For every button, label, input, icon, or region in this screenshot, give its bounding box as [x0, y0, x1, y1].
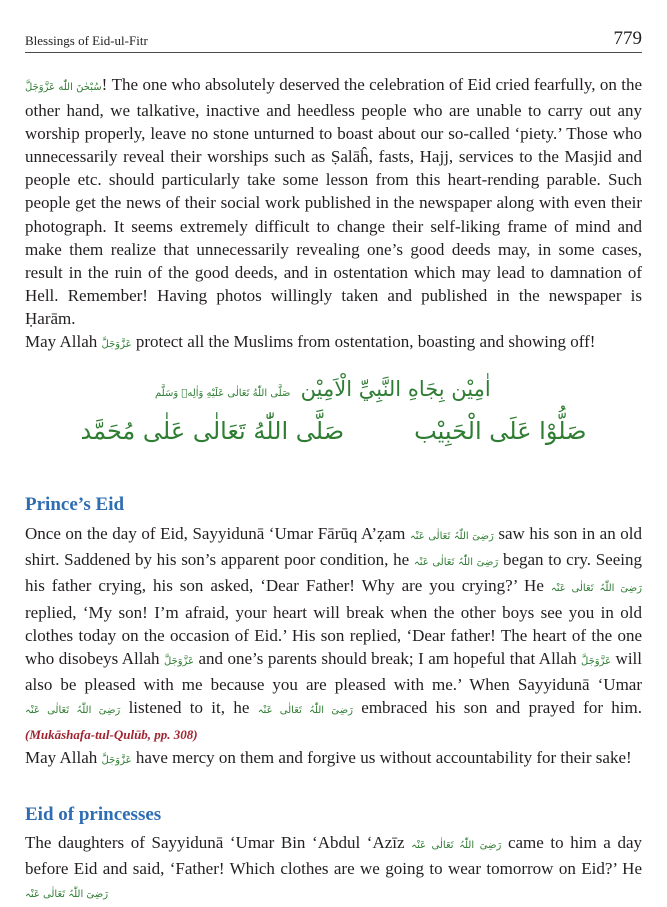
paragraph-text: began to cry. Seeing his father crying, his son asked, ‘Dear Father! Why are you crying?’ He [25, 550, 642, 596]
arabic-durood-left: صَلَّى اللّٰهُ تَعَالٰى عَلٰى مُحَمَّد [80, 417, 345, 446]
page-number: 779 [613, 28, 642, 49]
paragraph-text: and one’s parents should break; I am hopeful that Allah [194, 648, 582, 668]
section-heading-princes-eid: Prince’s Eid [25, 494, 125, 516]
paragraph-text: saw his son in an old shirt. Saddened by his son’s apparent poor condition, he [25, 524, 642, 570]
arabic-radi-allahu-anhu: رَضِیَ اللّٰہُ تَعَالٰی عَنْہ [409, 531, 494, 543]
paragraph-text: The daughters of Sayyidunā ‘Umar Bin ‘Abdul ‘Azīz [25, 833, 412, 853]
arabic-salutation: صَلَّى اللّٰهُ تَعَالٰى عَلَيْهِ وَاٰلِهٖ وَسَلَّم [155, 388, 291, 400]
paragraph-mercy [25, 746, 642, 772]
paragraph-text: came to him a day before Eid and said, ‘Father! Which clothes are we going to wear tomorrow on Eid?’ He [25, 833, 642, 879]
durood-line [25, 417, 642, 462]
paragraph-text: have mercy on them and forgive us without accountability for their sake! [131, 748, 632, 768]
arabic-radi-allahu-anhu: رَضِیَ اللّٰہُ تَعَالٰی عَنْہ [413, 557, 499, 569]
paragraph-text: May Allah [25, 332, 102, 352]
arabic-azza-wa-jall: عَزَّوَجَلَّ [163, 655, 195, 667]
paragraph-text: will also be pleased with me because you are pleased with me.’ When Sayyidunā ‘Umar [25, 648, 642, 694]
paragraph-text: replied, ‘My son! I’m afraid, your heart will break when the other boys see you in old clothes today on the occasion of Eid.’ His son replied, ‘Dear father! The heart of the one who disobeys Allah [25, 602, 642, 668]
arabic-radi-allahu-anhu: رَضِیَ اللّٰہُ تَعَالٰی عَنْہ [257, 704, 353, 716]
arabic-radi-allahu-anhu: رَضِیَ اللّٰہُ تَعَالٰی عَنْہ [550, 583, 642, 595]
arabic-radi-allahu-anhu: رَضِیَ اللّٰہُ تَعَالٰی عَنْہ [25, 704, 121, 716]
paragraph-text: embraced his son and prayed for him. [352, 697, 642, 717]
running-header [25, 28, 642, 53]
running-title: Blessings of Eid-ul-Fitr [25, 33, 148, 48]
paragraph-text: Once on the day of Eid, Sayyidunā ‘Umar Fārūq A’ẓam [25, 524, 410, 544]
arabic-azza-wa-jall: عَزَّوَجَلَّ [101, 339, 132, 351]
aameen-line [25, 378, 642, 412]
paragraph-dua [25, 330, 642, 356]
arabic-subhan-allah: سُبْحٰنَ اللّٰه عَزَّوَجَلَّ [25, 82, 102, 93]
arabic-azza-wa-jall: عَزَّوَجَلَّ [101, 755, 132, 767]
paragraph-eid-of-princesses [25, 831, 642, 906]
paragraph-ostentation [25, 73, 642, 330]
arabic-radi-allahu-anhu: رَضِیَ اللّٰہُ تَعَالٰی عَنْہ [25, 889, 109, 901]
arabic-azza-wa-jall: عَزَّوَجَلَّ [581, 655, 612, 667]
paragraph-text: May Allah [25, 748, 102, 768]
paragraph-text: protect all the Muslims from ostentation, boasting and showing off! [131, 332, 596, 352]
arabic-aameen: اٰمِيْن بِجَاهِ النَّبِيِّ الْاَمِيْن [300, 377, 491, 402]
paragraph-text: listened to it, he [120, 697, 258, 717]
citation: (Mukāshafa-tul-Qulūb, pp. 308) [25, 726, 198, 742]
paragraph-text: ! The one who absolutely deserved the celebration of Eid cried fearfully, on the other hand, we talkative, inactive and heedless people who are unable to carry out any worship properly, leave no stone unturned to boast about our so-called ‘piety.’ Those who unnecessarily reveal their worships such as Ṣalāĥ, fasts, Hajj, services to the Masjid and people etc. should particularly take some lesson from this heart-rending parable. Such people get the news of their social work published in the newspaper along with even their photograph. It seems extremely difficult to change their self-liking frame of mind and make them realize that unnecessarily revealing one’s good deeds may, in some cases, result in the ruin of the good deeds, and in ostentation which may lead to damnation of Hell. Remember! Having photos willingly taken and published in the newspaper is Ḥarām. [25, 75, 642, 328]
section-heading-eid-of-princesses: Eid of princesses [25, 804, 162, 826]
arabic-radi-allahu-anhu: رَضِیَ اللّٰہُ تَعَالٰی عَنْہ [411, 840, 502, 852]
paragraph-princes-eid [25, 522, 642, 746]
page-body [25, 73, 642, 907]
arabic-durood-right: صَلُّوْا عَلَى الْحَبِيْب [414, 417, 587, 446]
